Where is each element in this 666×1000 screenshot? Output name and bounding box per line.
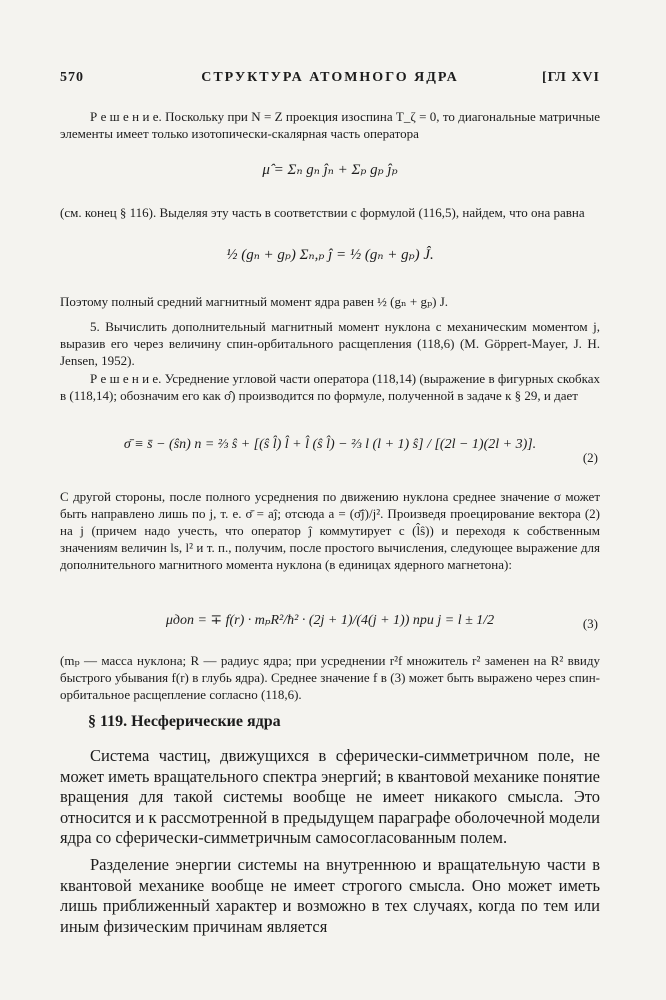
formula-additional-moment: μдоп = ∓ f(r) · mₚR²/ħ² · (2j + 1)/(4(j + 1)) при j = l ± 1/2	[165, 613, 495, 628]
paragraph-total-moment: Поэтому полный средний магнитный момент ядра равен ½ (gₙ + gₚ) J.	[60, 294, 449, 309]
formula-sigma-average: σ̄ ≡ s̄ − (ŝn) n = ⅔ ŝ + [(ŝ l̂) l̂ + l̂ (ŝ l̂) − ⅔ l (l + 1) ŝ] / [(2l − 1)(2l + 3)].	[123, 437, 537, 452]
paragraph-see-end-116: (см. конец § 116). Выделяя эту часть в соответствии с формулой (116,5), найдем, что она равна	[60, 205, 585, 220]
solution-paragraph-1: Р е ш е н и е. Поскольку при N = Z проекция изоспина T_ζ = 0, то диагональные матричные элементы имеет только изотопически-скалярная часть оператора	[60, 109, 600, 141]
formula-isoscalar-part: ½ (gₙ + gₚ) Σₙ,ₚ ĵ = ½ (gₙ + gₚ) Ĵ.	[226, 247, 434, 263]
paragraph-notation: (mₚ — масса нуклона; R — радиус ядра; при усреднении r²f множитель r² заменен на R² ввиду быстрого убывания f(r) в глубь ядра). Среднее значение f в (3) может быть выражено через спин-орбитальное расщепление согласно (118,6).	[60, 653, 600, 702]
equation-number-3: (3)	[582, 616, 598, 631]
chapter-label: [ГЛ XVI	[541, 70, 600, 85]
running-header	[60, 70, 600, 90]
page-number: 570	[60, 70, 84, 85]
solution-paragraph-5: Р е ш е н и е. Усреднение угловой части оператора (118,14) (выражение в фигурных скобках в (118,14); обозначим его как σ̂) производится по формуле, полученной в задаче к § 29, и дает	[60, 371, 600, 403]
equation-number-2: (2)	[582, 450, 598, 465]
running-title: СТРУКТУРА АТОМНОГО ЯДРА	[201, 70, 459, 85]
problem-5-statement: 5. Вычислить дополнительный магнитный момент нуклона с механическим моментом j, выразив его через величину спин-орбитального расщепления (118,6) (M. Göppert-Mayer, J. H. Jensen, 1952).	[60, 319, 600, 368]
formula-mu-operator: μ̂ = Σₙ gₙ ĵₙ + Σₚ gₚ ĵₚ	[262, 162, 398, 178]
paragraph-energy-separation: Разделение энергии системы на внутреннюю и вращательную части в квантовой механике вообще не имеет строгого смысла. Оно может иметь лишь приближенный характер и возможно в тех случаях, когда по тем или иным физическим причинам является	[60, 855, 600, 936]
paragraph-projection: С другой стороны, после полного усреднения по движению нуклона среднее значение σ может быть направлено лишь по j, т. е. σ̄ = aĵ; отсюда a = (σ̄ĵ)/j². Произведя проецирование вектора (2) на j (причем надо учесть, что оператор ĵ коммутирует с (l̂ŝ)) и переходя к собственным значениям величин ls, l² и т. п., получим, после простого вычисления, следующее выражение для дополнительного магнитного момента нуклона (в единицах ядерного магнетона):	[60, 489, 600, 572]
section-heading: § 119. Несферические ядра	[88, 713, 281, 730]
paragraph-spherical-system: Система частиц, движущихся в сферически-симметричном поле, не может иметь вращательного спектра энергий; в квантовой механике понятие вращения для такой системы вообще не имеет никакого смысла. Это относится и к рассмотренной в предыдущем параграфе оболочечной модели ядра со сферически-симметричным самосогласованным полем.	[60, 746, 600, 847]
